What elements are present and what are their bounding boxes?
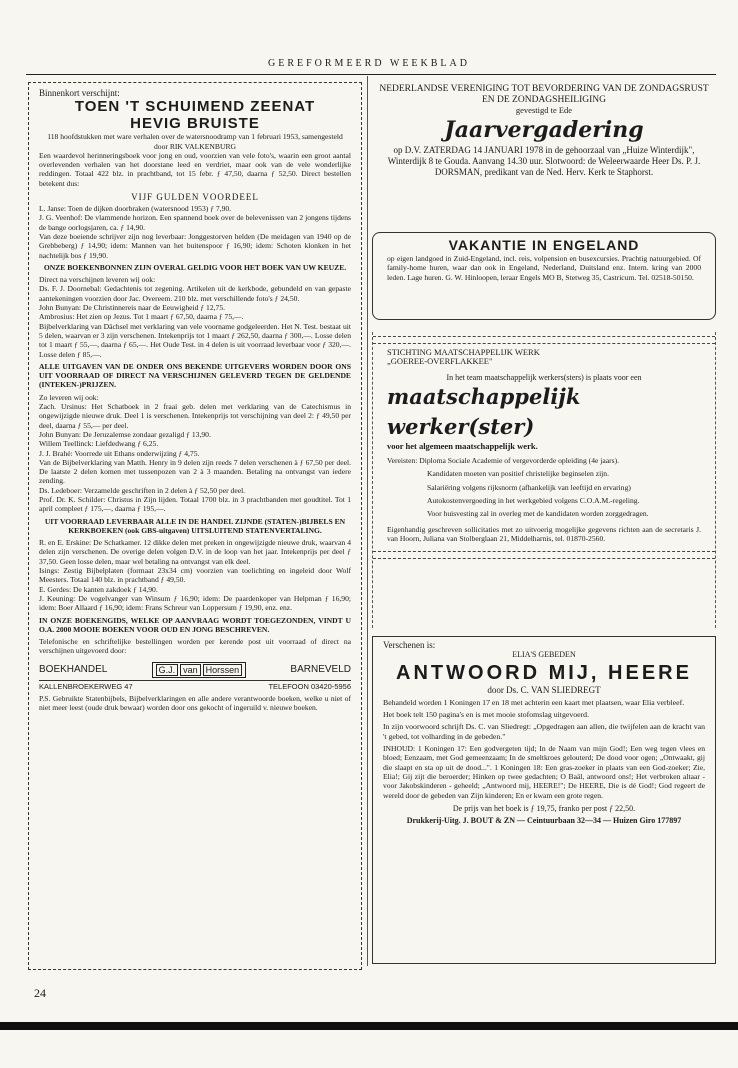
shop-logo bbox=[152, 662, 247, 678]
book-advertisement bbox=[372, 636, 716, 964]
bottom-wavy-border bbox=[373, 551, 715, 559]
book-foreword-quote: In zijn voorwoord schrijft Ds. C. van Sliedregt: „Opgedragen aan allen, die twijfelen aan de kracht van 't gebed, tot volharding in de gebeden." bbox=[383, 722, 705, 741]
requirement-4: Autokostenvergoeding in het werkgebied volgens C.O.A.M.-regeling. bbox=[427, 496, 640, 506]
shop-logo-van: van bbox=[180, 664, 201, 676]
holiday-title: VAKANTIE IN ENGELAND bbox=[448, 237, 640, 253]
book-list-3: Zach. Ursinus: Het Schatboek in 2 fraai geb. delen met verklaring van de Catechismus in ongewijzigde nieuwe druk. Deel 1 is verschenen. Intekenprijs tot verschijning van deel 2: ƒ 49,50 per deel, daarna ƒ 55,— per deel. John Bunyan: De Jeruzalemse zondaar gezaligd ƒ 13,90. Willem Teellinck: Liefdedwang ƒ 6,25. J. J. Brahé: Voorrede uit Ethans onderwijzing ƒ 4,75. Van de Bijbelverklaring van Matth. Henry in 9 delen zijn reeds 7 delen verschenen à ƒ 67,50 per deel. De laatste 2 delen komen met tussenpozen van 2 à 3 maanden. Betaling na ontvangst van iedere zending. Ds. Ledeboer: Verzamelde geschriften in 2 delen à ƒ 52,50 per deel. Prof. Dr. K. Schilder: Christus in Zijn lijden. Totaal 1700 blz. in 3 prachtbanden met goudtitel. Tot 1 april compleet ƒ 175,—, daarna ƒ 195,—. bbox=[39, 402, 351, 514]
book-title: ANTWOORD MIJ, HEERE bbox=[396, 661, 692, 684]
book-contents: INHOUD: 1 Koningen 17: Een godvergeten tijd; In de Naam van mijn God!; Een weg tegen vlees en bloed; Eenzaam, met God gemeenzaam; In de smeltkroes gelouterd; De dood voor ogen; „Ontwaakt, gij die slaapt en sta op uit de dood...". 1 Koningen 18: Een gras-zoeker in plaats van een God-zoeker; Zie, Elia!; Gij zijt die beroerder; Hinken op twee gedachten; O Baäl, antwoord ons!; Het verbroken altaar - voor Jakobskinderen - geheeld; „Antwoord mij, HEERE!"; De HEERE, Die is dé God!; God regeert de wereld door de gebeden van Zijn kinderen; En er kwam een grote regen. bbox=[383, 744, 705, 800]
meeting-title: Jaarvergadering bbox=[444, 117, 644, 144]
book-description-1: Behandeld worden 1 Koningen 17 en 18 met achterin een kaart met plaatsen, waar Elia verbleef. bbox=[383, 697, 685, 707]
vacancy-subtitle: voor het algemeen maatschappelijk werk. bbox=[387, 440, 538, 451]
ad-title-line2: HEVIG BRUISTE bbox=[130, 115, 260, 133]
ad-subtitle: 118 hoofdstukken met ware verhalen over de watersnoodramp van 1 februari 1953, samengesteld door RIK VALKENBURG bbox=[47, 132, 343, 151]
ad-bold-notice-4: IN ONZE BOEKENGIDS, WELKE OP AANVRAAG WORDT TOEGEZONDEN, VINDT U O.A. 2000 MOOIE BOEKEN VOOR OUD EN JONG BESCHREVEN. bbox=[39, 615, 351, 634]
footer-bar bbox=[0, 1022, 738, 1030]
top-wavy-border bbox=[373, 336, 715, 344]
book-publisher: Drukkerij-Uitg. J. BOUT & ZN — Ceintuurbaan 32—34 — Huizen Giro 177897 bbox=[406, 816, 682, 826]
requirements-label: Vereisten: bbox=[387, 456, 418, 466]
ad-title-line1: TOEN 'T SCHUIMEND ZEENAT bbox=[74, 98, 316, 116]
holiday-advertisement bbox=[372, 232, 716, 320]
ad-bold-notice-2: ALLE UITGAVEN VAN DE ONDER ONS BEKENDE UITGEVERS WORDEN DOOR ONS UIT VOORRAAD OF DIRECT NA VERSCHIJNEN GELEVERD TEGEN DE GELDENDE (INTEKEN-)PRIJZEN. bbox=[39, 361, 351, 390]
ad-postscript: P.S. Gebruikte Statenbijbels, Bijbelverklaringen en alle andere verantwoorde boeken, welke u niet of niet meer leest (oude druk bewaar) worden door ons gekocht of ingeruild v. nieuwe boeken. bbox=[39, 693, 351, 713]
shop-logo-row bbox=[39, 662, 351, 678]
association-heading: NEDERLANDSE VERENIGING TOT BEVORDERING VAN DE ZONDAGSRUST EN DE ZONDAGSHEILIGING bbox=[379, 84, 709, 105]
association-location: gevestigd te Ede bbox=[515, 105, 573, 115]
ad-bold-notice-1: ONZE BOEKENBONNEN ZIJN OVERAL GELDIG VOOR HET BOEK VAN UW KEUZE. bbox=[43, 262, 347, 272]
page-number: 24 bbox=[34, 986, 46, 1000]
shop-address: KALLENBROEKERWEG 47 bbox=[39, 681, 133, 691]
application-instructions: Eigenhandig geschreven sollicitaties met zo uitvoerig mogelijke gegevens richten aan de secretaris J. van Hoorn, Juliana van Stolberglaan 21, Middelharnis, tel. 01870-2560. bbox=[387, 524, 701, 543]
vacancy-intro: In het team maatschappelijk werkers(sters) is plaats voor een bbox=[446, 372, 642, 382]
book-list-1: L. Janse: Toen de dijken doorbraken (watersnood 1953) ƒ 7,90. J. G. Veenhof: De vlammende horizon. Een spannend boek over de belevenissen van 2 jongens tijdens de bange oorlogsjaren, ca. ƒ 14,90. Van deze boeiende schrijver zijn nog leverbaar: Jonggestorven helden (De meidagen van 1940 op de Grebbeberg) ƒ 14,90; idem: Mannen van het buitenspoor ƒ 16,90; idem: Schoten klonken in het nachtelijk bos ƒ 19,90. bbox=[39, 204, 351, 260]
header-rule bbox=[26, 74, 716, 75]
requirements bbox=[387, 456, 701, 465]
requirement-1: Diploma Sociale Academie of vergevorderde opleiding (4e jaars). bbox=[419, 456, 620, 466]
holiday-body: op eigen landgoed in Zuid-Engeland, incl. reis, volpension en busexcursies. Prachtig natuurgebied. Of family-home huren, waar dan ook in Engeland, Nederland, Duitsland enz. Intern. kring van 2000 leden. Lage huren. G. W. Hinloopen, leraar Engels MO B, Stetweg 35, Castricum. Tel. 02518-50150. bbox=[387, 254, 701, 282]
book-list-2: Ds. F. J. Doornebal: Gedachtenis tot zegening. Artikelen uit de kerkbode, gebundeld en van gepaste aantekeningen voorzien door Jac. Overeem. 210 blz. met verschillende foto's ƒ 24,50. John Bunyan: De Christinnereis naar de Eeuwigheid ƒ 12,75. Ambrosius: Het zien op Jezus. Tot 1 maart ƒ 67,50, daarna ƒ 75,—. Bijbelverklaring van Dächsel met verklaring van vele voorname godgeleerden. Het N. Test. bestaat uit 5 delen, waarvan er 3 zijn verschenen. Intekenprijs tot 1 maart ƒ 262,50, daarna ƒ 300,—. Losse delen tot 1 maart ƒ 55,—, daarna ƒ 65,—. Het Oude Test. in 4 delen is uit voorraad leverbaar voor ƒ 320,—. Losse delen ƒ 85,—. bbox=[39, 284, 351, 359]
requirement-2: Kandidaten moeten van positief christelijke beginselen zijn. bbox=[427, 469, 609, 479]
shop-logo-name: Horssen bbox=[203, 664, 243, 676]
book-series: ELIA'S GEBEDEN bbox=[512, 650, 576, 660]
order-paragraph: Telefonische en schriftelijke bestellingen worden per kerende post uit voorraad of direct na verschijnen uitgevoerd door: bbox=[39, 637, 351, 656]
bookshop-advertisement bbox=[28, 82, 362, 970]
column-divider bbox=[367, 76, 368, 966]
shop-city: BARNEVELD bbox=[290, 664, 351, 676]
book-price: De prijs van het boek is ƒ 19,75, franko per post ƒ 22,50. bbox=[452, 803, 636, 813]
vacancy-title: maatschappelijk werker(ster) bbox=[387, 383, 581, 439]
book-description-2: Het boek telt 150 pagina's en is met mooie stofomslag uitgevoerd. bbox=[383, 710, 590, 720]
book-author: door Ds. C. VAN SLIEDREGT bbox=[487, 684, 601, 695]
shop-name-left: BOEKHANDEL bbox=[39, 664, 108, 676]
ad-bold-notice-3: UIT VOORRAAD LEVERBAAR ALLE IN DE HANDEL ZIJNDE (STATEN-)BIJBELS EN KERKBOEKEN (ook GBS-uitgaven) UITSLUITEND STATENVERTALING. bbox=[44, 516, 346, 535]
publication-header: GEREFORMEERD WEEKBLAD bbox=[268, 58, 470, 69]
requirement-5: Voor huisvesting zal in overleg met de kandidaten worden zorggedragen. bbox=[427, 509, 649, 519]
shop-logo-initials: G.J. bbox=[156, 664, 179, 676]
ad-paragraph: Een waardevol herinneringsboek voor jong en oud, voorzien van vele foto's, waarin een groot aantal overlevenden verhalen van het doorstane leed en verdriet, maar ook van de vele wonderlijke reddingen. Totaal 422 blz. in prachtband, tot 15 febr. ƒ 47,50, daarna ƒ 52,50. Direct bestellen betekent dus: bbox=[39, 150, 351, 188]
book-intro: Verschenen is: bbox=[383, 640, 436, 650]
association-notice bbox=[374, 82, 714, 227]
ad-section-title: VIJF GULDEN VOORDEEL bbox=[131, 192, 259, 203]
foundation-heading-1: STICHTING MAATSCHAPPELIJK WERK bbox=[387, 347, 540, 357]
book-list-3-intro: Zo leveren wij ook: bbox=[39, 392, 99, 402]
meeting-details: op D.V. ZATERDAG 14 JANUARI 1978 in de gehoorzaal van „Huize Winterdijk", Winterdijk 8 te Gouda. Aanvang 14.30 uur. Slotwoord: de Weleerwaarde Heer Ds. P. J. DORSMAN, predikant van de Ned. Herv. Kerk te Staphorst. bbox=[387, 145, 701, 178]
requirement-3: Salariëring volgens rijksnorm (afhankelijk van leeftijd en ervaring) bbox=[427, 482, 631, 492]
book-list-4: R. en E. Erskine: De Schatkamer. 12 dikke delen met preken in ongewijzigde nieuwe druk, waarvan 4 delen zijn verschenen. De overige delen volgen D.V. in de loop van het jaar. Intekenprijs per deel ƒ 37,50. Geen losse delen, maar wel betaling na ontvangst van elk deel. Isings: Zestig Bijbelplaten (formaat 23x34 cm) voorzien van toelichting en ingeleid door Wolf Meesters. Totaal 140 blz. in prachtband ƒ 49,50. E. Gerdes: De kanten zakdoek ƒ 14,90. J. Keuning: De vogelvanger van Winsum ƒ 16,90; idem: De paardenkoper van Helpman ƒ 16,90; idem: Boer Allaard ƒ 16,90; idem: Frans Schreur van Loppersum ƒ 19,90, enz. enz. bbox=[39, 538, 351, 613]
ad-intro: Binnenkort verschijnt: bbox=[39, 88, 120, 98]
foundation-heading-2: „GOEREE-OVERFLAKKEE" bbox=[387, 356, 493, 367]
vacancy-advertisement bbox=[372, 332, 716, 628]
shop-address-row bbox=[39, 680, 351, 691]
shop-phone: TELEFOON 03420-5956 bbox=[268, 681, 351, 691]
book-list-2-intro: Direct na verschijnen leveren wij ook: bbox=[39, 275, 156, 285]
